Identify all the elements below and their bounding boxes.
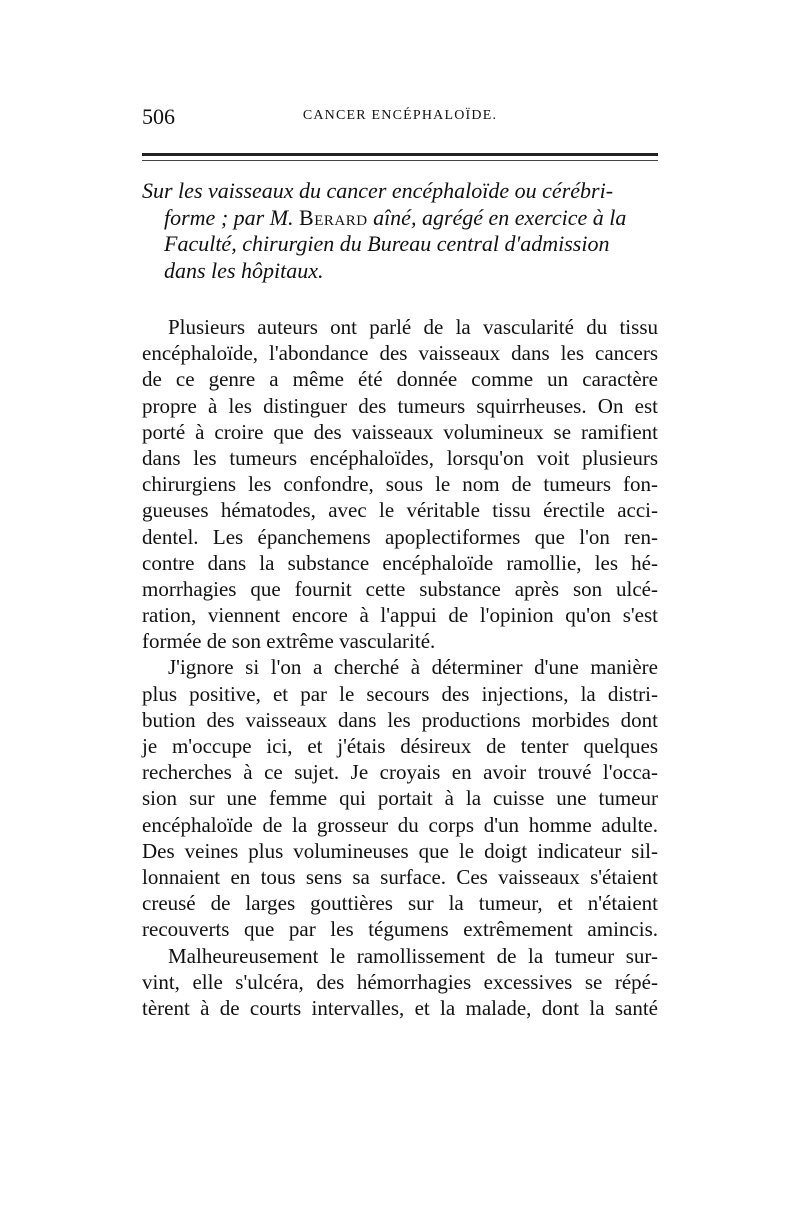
text-line: de ce genre a même été donnée comme un caractère	[142, 367, 658, 392]
text-line: J'ignore si l'on a cherché à déterminer d'une manière	[168, 655, 658, 680]
title-line: Faculté, chirurgien du Bureau central d'admission	[164, 231, 610, 256]
text-line: plus positive, et par le secours des injections, la distri-	[142, 681, 658, 706]
text-line: contre dans la substance encéphaloïde ramollie, les hé-	[142, 550, 658, 575]
text-line: formée de son extrême vascularité.	[142, 629, 436, 654]
running-head: CANCER ENCÉPHALOÏDE.	[302, 108, 498, 123]
text-line: bution des vaisseaux dans les productions morbides dont	[142, 707, 658, 732]
text-line: Plusieurs auteurs ont parlé de la vascularité du tissu	[168, 315, 658, 339]
header-rule-thick	[142, 153, 658, 156]
text-line: tèrent à de courts intervalles, et la malade, dont la santé	[142, 995, 658, 1020]
body-text	[142, 314, 658, 1021]
text-line: sion sur une femme qui portait à la cuisse une tumeur	[142, 786, 658, 811]
text-line: lonnaient en tous sens sa surface. Ces vaisseaux s'étaient	[142, 864, 658, 889]
author-name: Berard	[299, 204, 368, 230]
title-fragment: forme ; par M.	[164, 204, 294, 230]
text-line: dans les tumeurs encéphaloïdes, lorsqu'on voit plusieurs	[142, 445, 658, 470]
text-line: chirurgiens les confondre, sous le nom de tumeurs fon-	[142, 472, 658, 497]
text-line: encéphaloïde de la grosseur du corps d'un homme adulte.	[142, 812, 658, 837]
page-header	[142, 104, 658, 132]
text-line: dentel. Les épanchemens apoplectiformes que l'on ren-	[142, 524, 658, 549]
title-line	[142, 205, 662, 232]
text-line: porté à croire que des vaisseaux volumineux se ramifient	[142, 419, 658, 444]
text-line: Des veines plus volumineuses que le doigt indicateur sil-	[142, 838, 658, 863]
text-line: vint, elle s'ulcéra, des hémorrhagies excessives se répé-	[142, 969, 658, 994]
header-rule-thin	[142, 160, 658, 161]
text-line: morrhagies que fournit cette substance après son ulcé-	[142, 576, 658, 601]
page-number: 506	[142, 104, 175, 129]
text-line: recherches à ce sujet. Je croyais en avoir trouvé l'occa-	[142, 760, 658, 785]
text-line: je m'occupe ici, et j'étais désireux de tenter quelques	[142, 734, 658, 758]
text-line: propre à les distinguer des tumeurs squirrheuses. On est	[142, 393, 658, 418]
text-line: recouverts que par les tégumens extrêmement amincis.	[142, 917, 658, 942]
text-line: Malheureusement le ramollissement de la tumeur sur-	[168, 943, 658, 968]
text-line: creusé de larges gouttières sur la tumeur, et n'étaient	[142, 891, 658, 916]
article-title	[142, 178, 662, 284]
text-line: ration, viennent encore à l'appui de l'opinion qu'on s'est	[142, 603, 658, 628]
title-line: dans les hôpitaux.	[164, 257, 324, 283]
text-line: gueuses hématodes, avec le véritable tissu érectile acci-	[142, 498, 658, 523]
title-line: Sur les vaisseaux du cancer encéphaloïde ou cérébri-	[142, 178, 614, 203]
title-fragment: aîné, agrégé en exercice à la	[373, 204, 627, 230]
text-line: encéphaloïde, l'abondance des vaisseaux dans les cancers	[142, 341, 658, 366]
